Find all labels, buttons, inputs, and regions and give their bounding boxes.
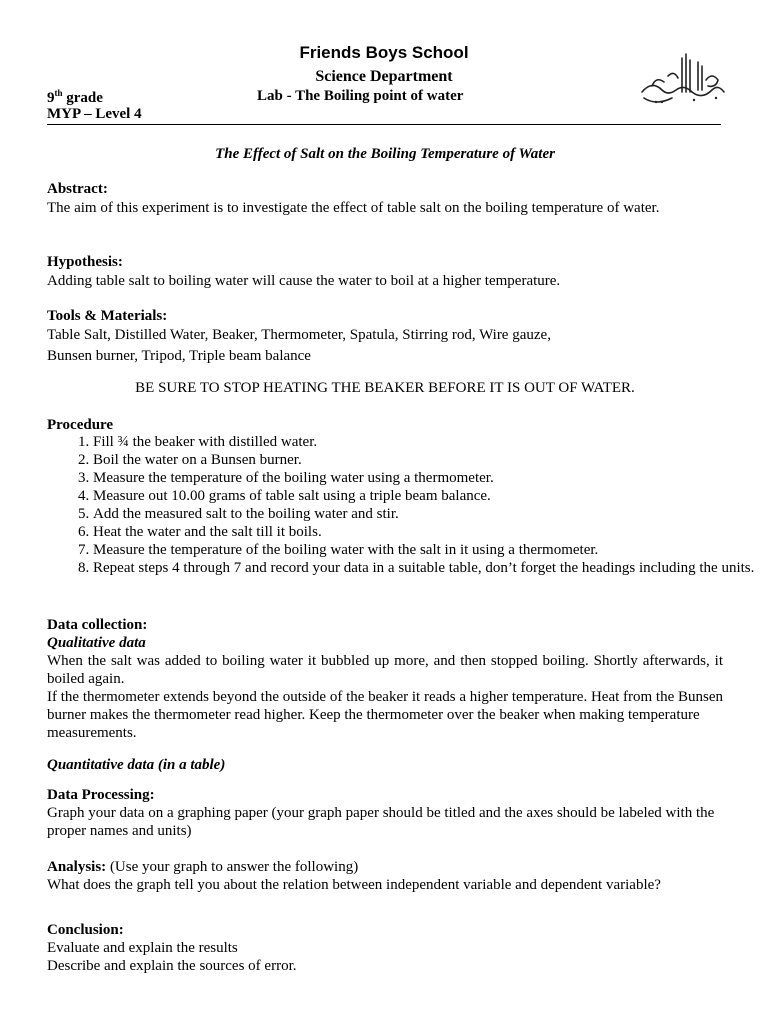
conclusion-heading: Conclusion:	[47, 922, 124, 938]
data-processing-text: Graph your data on a graphing paper (your graph paper should be titled and the axes should be labeled with the proper names and units)	[47, 805, 715, 839]
data-collection-heading: Data collection:	[47, 617, 148, 633]
tools-line-2: Bunsen burner, Tripod, Triple beam balance	[47, 348, 311, 364]
lab-title: Lab - The Boiling point of water	[257, 88, 464, 104]
quantitative-data-heading: Quantitative data (in a table)	[47, 757, 226, 773]
hypothesis-text: Adding table salt to boiling water will cause the water to boil at a higher temperature.	[47, 273, 561, 289]
procedure-step: 1. Fill ¾ the beaker with distilled water.	[93, 433, 768, 451]
abstract-text: The aim of this experiment is to investigate the effect of table salt on the boiling temperature of water.	[47, 200, 660, 216]
analysis-text: What does the graph tell you about the relation between independent variable and dependent variable?	[47, 877, 661, 893]
level-label: MYP – Level 4	[47, 106, 142, 122]
conclusion-line-1: Evaluate and explain the results	[47, 940, 238, 956]
analysis-note: (Use your graph to answer the following)	[106, 859, 359, 875]
grade-word: grade	[62, 90, 103, 106]
analysis-heading: Analysis:	[47, 859, 107, 875]
procedure-steps	[47, 433, 768, 577]
header-rule	[47, 124, 721, 125]
procedure-step: 4. Measure out 10.00 grams of table salt using a triple beam balance.	[93, 487, 768, 505]
safety-warning: BE SURE TO STOP HEATING THE BEAKER BEFORE IT IS OUT OF WATER.	[135, 380, 635, 396]
tools-heading: Tools & Materials:	[47, 308, 168, 324]
grade-suffix: th	[54, 88, 63, 98]
procedure-step: 8. Repeat steps 4 through 7 and record your data in a suitable table, don’t forget the headings including the units.	[93, 559, 768, 577]
procedure-step: 3. Measure the temperature of the boiling water using a thermometer.	[93, 469, 768, 487]
document-title: The Effect of Salt on the Boiling Temperature of Water	[215, 146, 555, 162]
conclusion-line-2: Describe and explain the sources of error.	[47, 958, 297, 974]
procedure-step: 7. Measure the temperature of the boiling water with the salt in it using a thermometer.	[93, 541, 768, 559]
abstract-heading: Abstract:	[47, 181, 108, 197]
procedure-step: 5. Add the measured salt to the boiling water and stir.	[93, 505, 768, 523]
school-name: Friends Boys School	[299, 43, 469, 62]
hypothesis-heading: Hypothesis:	[47, 254, 123, 270]
qualitative-para-1: When the salt was added to boiling water it bubbled up more, and then stopped boiling. Shortly afterwards, it boiled again.	[47, 653, 723, 687]
procedure-step: 2. Boil the water on a Bunsen burner.	[93, 451, 768, 469]
department-name: Science Department	[315, 68, 453, 85]
arabic-calligraphy-logo	[632, 50, 728, 110]
qualitative-para-2: If the thermometer extends beyond the outside of the beaker it reads a higher temperature. Heat from the Bunsen burner makes the thermometer read higher. Keep the thermometer over the beaker when making temperature measurements.	[47, 689, 724, 741]
procedure-heading: Procedure	[47, 417, 114, 433]
grade-number: 9	[47, 90, 55, 106]
procedure-step: 6. Heat the water and the salt till it boils.	[93, 523, 768, 541]
tools-line-1: Table Salt, Distilled Water, Beaker, Thermometer, Spatula, Stirring rod, Wire gauze,	[47, 327, 551, 343]
analysis-line	[47, 858, 723, 876]
grade-label	[47, 88, 103, 107]
data-processing-heading: Data Processing:	[47, 787, 155, 803]
qualitative-data-heading: Qualitative data	[47, 635, 146, 651]
